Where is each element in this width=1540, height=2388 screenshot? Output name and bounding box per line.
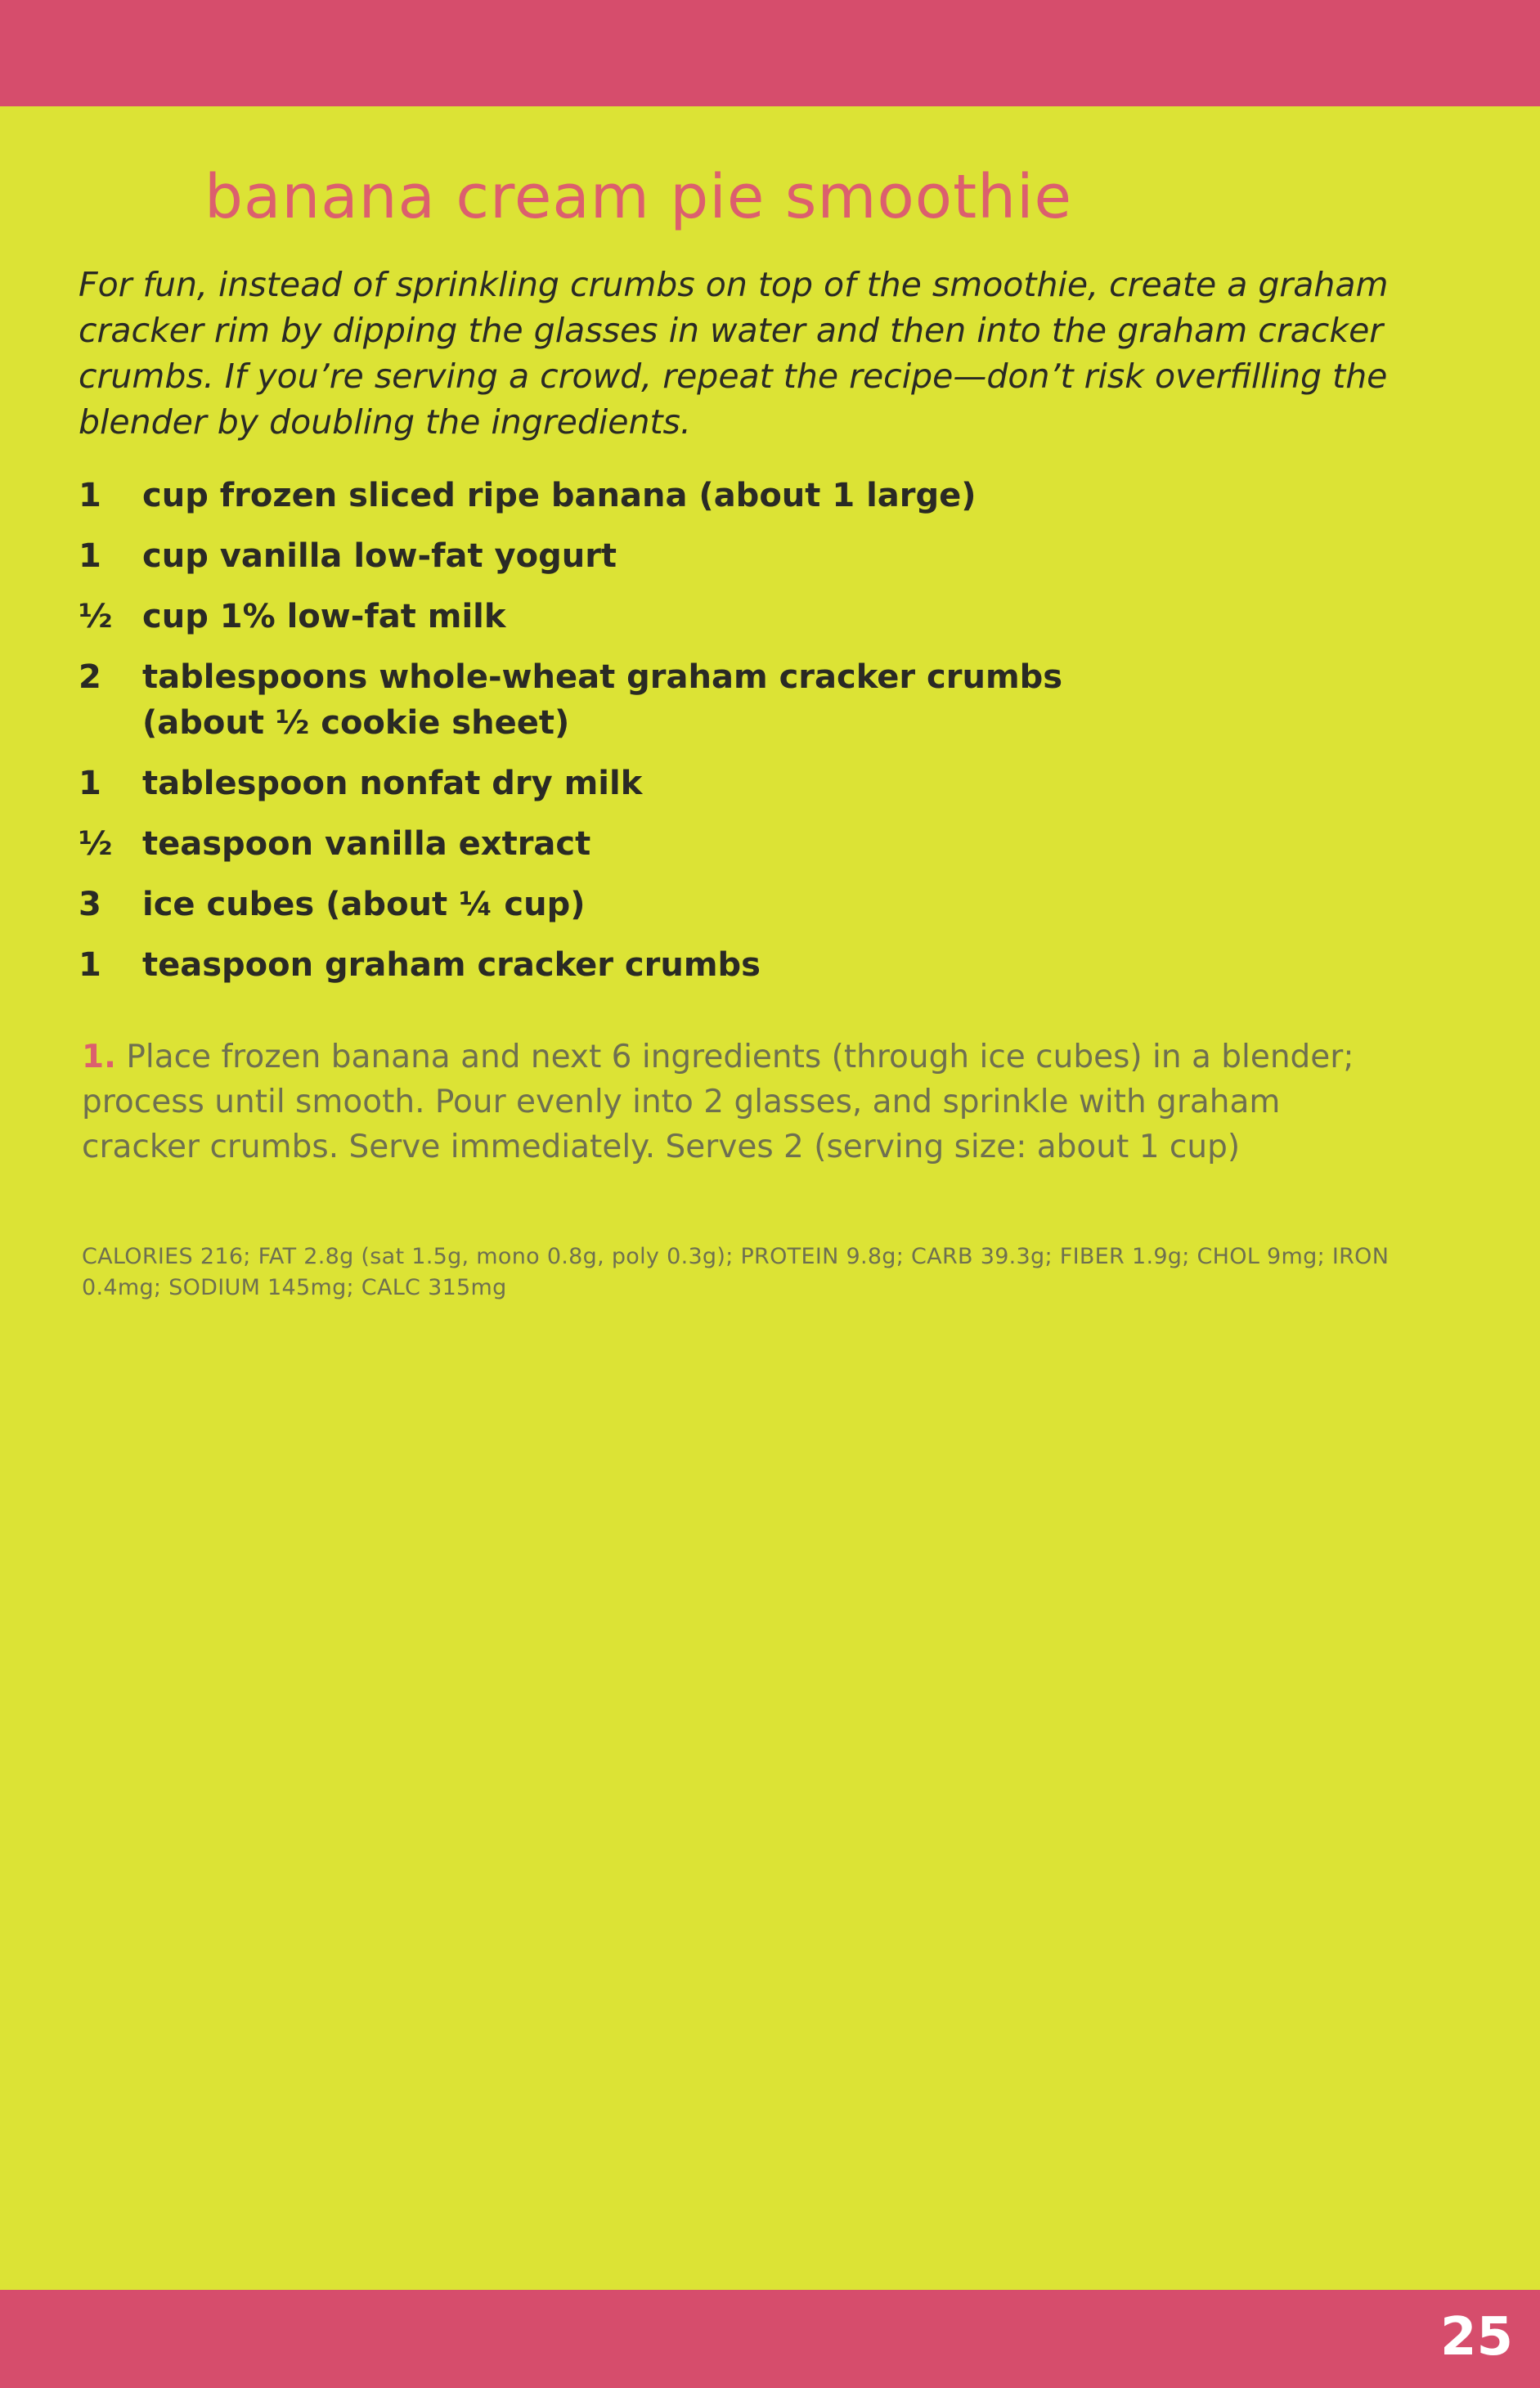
ingredient-item	[79, 882, 1387, 927]
ingredient-quantity: 1	[79, 477, 101, 514]
page-number: 25	[1439, 2307, 1513, 2368]
recipe-title: banana cream pie smoothie	[204, 162, 1073, 232]
ingredient-text: cup vanilla low-fat yogurt	[142, 537, 617, 575]
ingredient-text: cup frozen sliced ripe banana (about 1 large)	[142, 477, 977, 514]
recipe-directions	[82, 1035, 1407, 1169]
ingredient-quantity: ½	[79, 598, 113, 635]
ingredient-quantity: 3	[79, 886, 101, 923]
ingredient-item	[79, 942, 1387, 988]
ingredient-text: tablespoons whole-wheat graham cracker crumbs (about ½ cookie sheet)	[142, 658, 1063, 742]
ingredient-quantity: 1	[79, 946, 101, 984]
ingredient-item	[79, 761, 1387, 806]
ingredient-item	[79, 654, 1387, 746]
ingredient-text: tablespoon nonfat dry milk	[142, 765, 643, 802]
ingredient-item	[79, 533, 1387, 579]
ingredient-quantity: 1	[79, 537, 101, 575]
ingredient-quantity: 2	[79, 658, 101, 696]
bottom-border-band	[0, 2290, 1540, 2388]
ingredient-item	[79, 594, 1387, 640]
step-number: 1.	[82, 1039, 116, 1075]
recipe-intro: For fun, instead of sprinkling crumbs on top of the smoothie, create a graham cracker rim by dipping the glasses in water and then into the graham cracker crumbs. If you’re serving a crowd, repeat the recipe—don’t risk overfilling the blender by doubling the ingredients.	[79, 265, 1389, 442]
top-border-band	[0, 0, 1540, 114]
ingredient-text: teaspoon graham cracker crumbs	[142, 946, 761, 984]
nutrition-info: CALORIES 216; FAT 2.8g (sat 1.5g, mono 0.8g, poly 0.3g); PROTEIN 9.8g; CARB 39.3g; FIBER 1.9g; CHOL 9mg; IRON 0.4mg; SODIUM 145mg; CALC 315mg	[82, 1244, 1390, 1300]
ingredient-quantity: ½	[79, 825, 113, 863]
ingredient-text: teaspoon vanilla extract	[142, 825, 591, 863]
ingredient-text: cup 1% low-fat milk	[142, 598, 506, 635]
step-text: Place frozen banana and next 6 ingredients (through ice cubes) in a blender; process until smooth. Pour evenly into 2 glasses, and sprinkle with graham cracker crumbs. Serve immediately. Serves 2 (serving size: about 1 cup)	[82, 1039, 1354, 1165]
ingredient-list	[79, 473, 1387, 1003]
ingredient-item	[79, 821, 1387, 867]
ingredient-quantity: 1	[79, 765, 101, 802]
ingredient-text: ice cubes (about ¼ cup)	[142, 886, 586, 923]
ingredient-item	[79, 473, 1387, 518]
